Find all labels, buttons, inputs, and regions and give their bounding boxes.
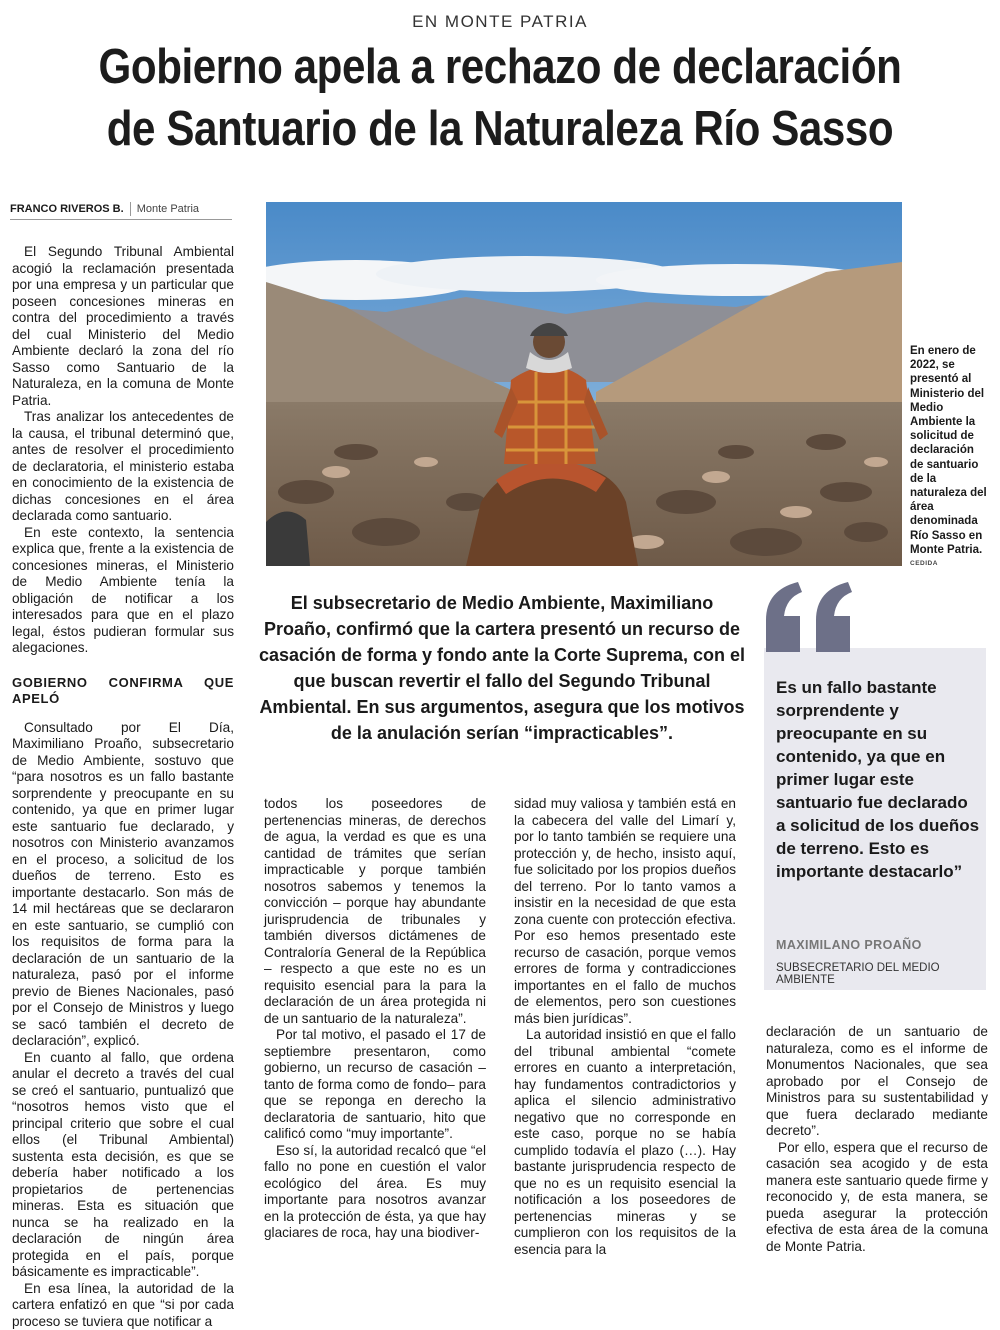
section-subhead: GOBIERNO CONFIRMA QUE APELÓ [12, 675, 234, 708]
article-column-4 [766, 1024, 988, 1255]
byline [10, 202, 232, 220]
paragraph: El Segundo Tribunal Ambiental acogió la reclamación presentada por una empresa y un particular que poseen concesiones mineras en contra del procedimiento a través del cual Ministerio del Medio Ambiente declaró la zona del río Sasso como Santuario de la Naturaleza, en la comuna de Monte Patria. [12, 244, 234, 409]
paragraph: declaración de un santuario de naturaleza, como es el informe de Monumentos Nacionales, que sea aprobado por el Consejo de Ministros para su sustentabilidad y que fuera declarado mediante decreto”. [766, 1024, 988, 1140]
paragraph: En esa línea, la autoridad de la cartera enfatizó en que “si por cada proceso se tuviera que notificar a [12, 1281, 234, 1330]
photo-caption: En enero de 2022, se presentó al Ministerio del Medio Ambiente la solicitud de declaración de santuario de la naturaleza del área denominada Río Sasso en Monte Patria. [910, 344, 990, 557]
pull-quote-text: Es un fallo bastante sorprendente y preocupante en su contenido, ya que en primer lugar este santuario fue declarado a solicitud de los dueños de terreno. Esto es importante destacarlo” [776, 676, 981, 883]
paragraph: todos los poseedores de pertenencias mineras, de derechos de agua, la verdad es que es una cantidad de trámites que serían impracticable y porque también nosotros sabemos y tenemos la convicción – porque hay abundante jurisprudencia de tribunales y también diversos dictámenes de Contraloría General de la República – respecto a que este no es un requisito esencial para la para la declaración de un área protegida ni de un santuario de la naturaleza”. [264, 796, 486, 1027]
headline-line-2: de Santuario de la Naturaleza Río Sasso [87, 98, 913, 160]
paragraph: Por ello, espera que el recurso de casación sea acogido y de esta manera este santuario quede firme y reconocido y, de esta manera, se pueda asegurar la protección efectiva de esta área de la comuna de Monte Patria. [766, 1140, 988, 1256]
paragraph: sidad muy valiosa y también está en la cabecera del valle del Limarí y, por lo tanto también se requiere una protección y, de hecho, insisto aquí, fue solicitado por los propios dueños del terreno. Por lo tanto vamos a insistir en la necesidad de que esta zona cuente con protección efectiva. Por eso hemos presentado este recurso de casación, porque vemos errores de forma y contradicciones importantes en el fallo de muchos de elementos, pero son cuestiones más bien jurídicas”. [514, 796, 736, 1027]
photo-rider-on-horse [266, 202, 902, 566]
article-deck: El subsecretario de Medio Ambiente, Maximiliano Proaño, confirmó que la cartera presentó un recurso de casación de forma y fondo ante la Corte Suprema, con el que buscan revertir el fallo del Segundo Tribunal Ambiental. En sus argumentos, asegura que los motivos de la anulación serían “impracticables”. [256, 590, 748, 746]
article-photo [266, 202, 902, 566]
article-column-1 [12, 244, 234, 1330]
paragraph: Por tal motivo, el pasado el 17 de septiembre presentaron, como gobierno, un recurso de casación –tanto de forma como de fondo– para que se reponga en derecho la declaratoria de santuario, hito que calificó como “muy importante”. [264, 1027, 486, 1143]
section-kicker: EN MONTE PATRIA [0, 12, 1000, 32]
quotation-mark-icon [760, 572, 860, 662]
headline-line-1: Gobierno apela a rechazo de declaración [87, 36, 913, 98]
paragraph: La autoridad insistió en que el fallo del tribunal ambiental “comete errores en cuanto a interpretación, hay fundamentos contradictorios y aplica el silencio administrativo negativo que no corresponde en este caso, porque no se había cumplido todavía el plazo (…). Hay bastante jurisprudencia respecto de que no es un requisito esencial la notificación a los poseedores de pertenencias mineras y se cumplieron con los requisitos de la esencia para la [514, 1027, 736, 1258]
paragraph: Consultado por El Día, Maximiliano Proaño, subsecretario de Medio Ambiente, sostuvo que “para nosotros es un fallo bastante sorprendente y preocupante en su contenido, ya que en primer lugar este santuario fue declarado, y nosotros con Ministerio avanzamos en el proceso, a solicitud de los dueños de terreno. Esto es importante destacarlo. Son más de 14 mil hectáreas que se declararon en este santuario, se cumplió con los requisitos de forma para la declaración de un santuario de la naturaleza, pasó por el informe previo de Bienes Nacionales, pasó por el Consejo de Ministros y luego se sacó también el decreto de declaración”, explicó. [12, 720, 234, 1050]
paragraph: Eso sí, la autoridad recalcó que “el fallo no pone en cuestión el valor ecológico del área. Es muy importante para nosotros avanzar en la protección de ésta, ya que hay glaciares de roca, hay una biodiver- [264, 1143, 486, 1242]
paragraph: Tras analizar los antecedentes de la causa, el tribunal determinó que, antes de resolver el procedimiento de declaratoria, el ministerio estaba en conocimiento de la existencia de dichas concesiones en el área declarada como santuario. [12, 409, 234, 525]
article-column-3 [514, 796, 736, 1258]
paragraph: En cuanto al fallo, que ordena anular el decreto a través del cual se creó el santuario, puntualizó que “nosotros hemos visto que el principal criterio que sobre el cual ellos (el Tribunal Ambiental) sustenta esta decisión, es que se debería haber notificado a los propietarios de pertenencias mineras. Esta es situación que nunca se ha realizado en la declaración de ningún área protegida en el país, porque básicamente es impracticable”. [12, 1050, 234, 1281]
headline [87, 36, 913, 160]
pull-quote-role: SUBSECRETARIO DEL MEDIO AMBIENTE [776, 962, 1000, 986]
byline-author: FRANCO RIVEROS B. [10, 203, 124, 215]
article-column-2 [264, 796, 486, 1242]
photo-credit: CEDIDA [910, 560, 938, 567]
byline-divider [130, 202, 131, 216]
byline-place: Monte Patria [137, 203, 199, 215]
paragraph: En este contexto, la sentencia explica que, frente a la existencia de concesiones mineras, el Ministerio de Medio Ambiente tenía la obligación de notificar a los interesados para que en el plazo legal, éstos pudieran formular sus alegaciones. [12, 525, 234, 657]
pull-quote-author: MAXIMILANO PROAÑO [776, 938, 922, 952]
